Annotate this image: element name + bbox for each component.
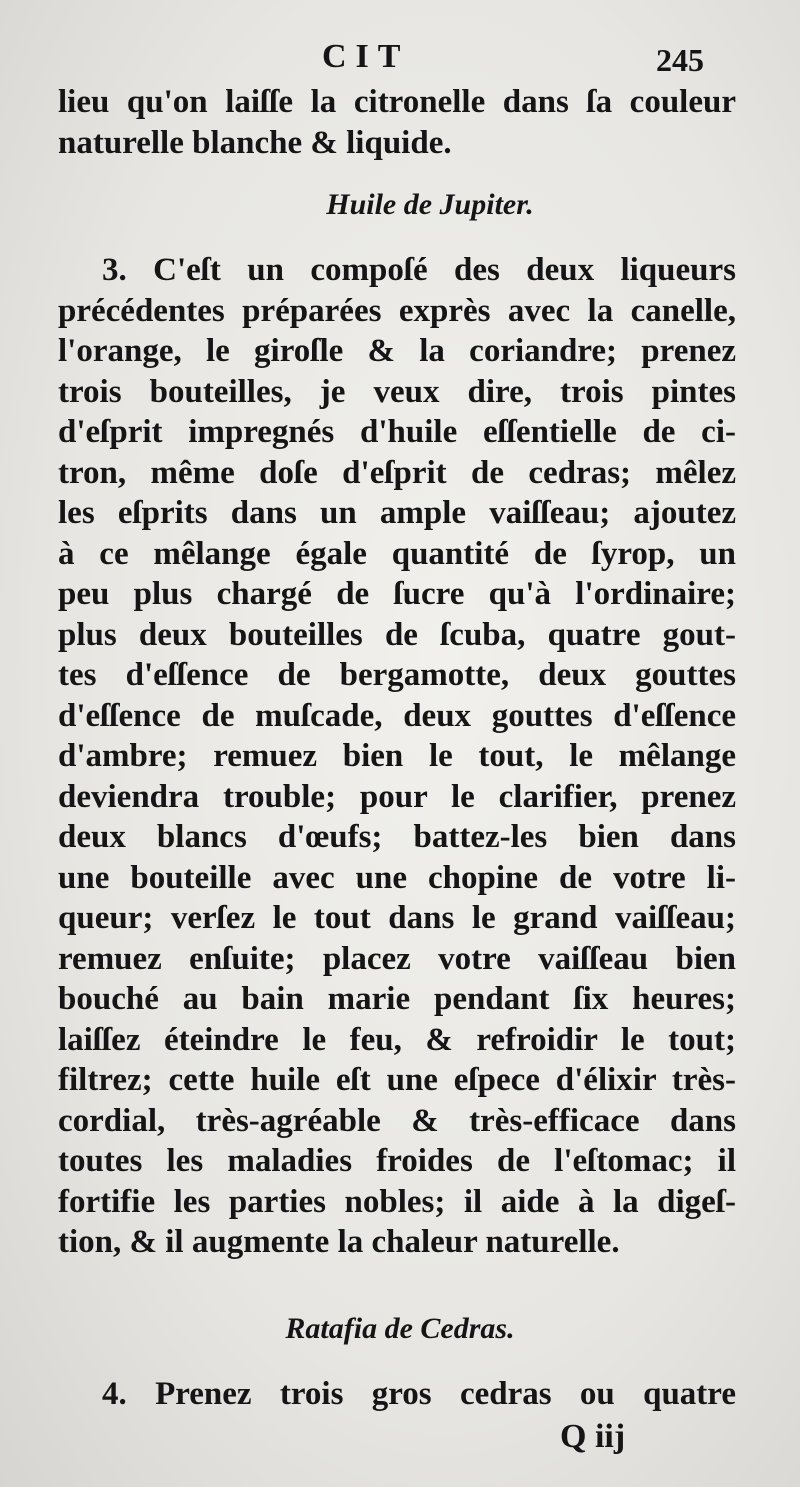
- text-line: naturelle blanche & liquide.: [58, 124, 452, 161]
- text-line: cordial, très-agréable & très-efficace dans: [58, 1102, 736, 1139]
- text-line: deviendra trouble; pour le clarifier, prenez: [58, 778, 736, 815]
- text-line: l'orange, le giroſle & la coriandre; prenez: [58, 333, 736, 369]
- continued-paragraph: [58, 82, 736, 163]
- text-line: toutes les maladies froides de l'eſtomac; il: [58, 1143, 736, 1179]
- text-line: d'ambre; remuez bien le tout, le mêlange: [58, 738, 736, 774]
- text-line: d'eſſence de muſcade, deux gouttes d'eſſence: [58, 697, 736, 734]
- text-line: tes d'eſſence de bergamotte, deux gouttes: [58, 657, 736, 693]
- text-line: trois bouteilles, je veux dire, trois pintes: [58, 373, 736, 410]
- text-line: remuez enſuite; placez votre vaiſſeau bien: [58, 940, 736, 977]
- section-heading-jupiter: Huile de Jupiter.: [326, 188, 534, 221]
- text-line: d'eſprit impregnés d'huile eſſentielle de ci-: [58, 414, 736, 450]
- text-line: lieu qu'on laiſſe la citronelle dans ſa couleur: [58, 84, 736, 120]
- text-line: une bouteille avec une chopine de votre li-: [58, 859, 736, 896]
- page-header: [0, 38, 800, 82]
- text-line: deux blancs d'œufs; battez-les bien dans: [58, 819, 736, 855]
- text-line: à ce mêlange égale quantité de ſyrop, un: [58, 535, 736, 572]
- text-line: bouché au bain marie pendant ſix heures;: [58, 981, 736, 1017]
- page-number: 245: [656, 42, 704, 78]
- paragraph-cedras: [58, 1374, 736, 1415]
- signature-mark: Q iij: [560, 1418, 626, 1455]
- text-line: laiſſez éteindre le feu, & refroidir le tout;: [58, 1021, 736, 1058]
- text-line: filtrez; cette huile eſt une eſpece d'élixir très-: [58, 1062, 736, 1098]
- text-line: queur; verſez le tout dans le grand vaiſſeau;: [58, 900, 736, 936]
- text-line: précédentes préparées exprès avec la canelle,: [58, 292, 736, 329]
- text-line: peu plus chargé de ſucre qu'à l'ordinaire;: [58, 576, 736, 612]
- paragraph-jupiter: [58, 250, 736, 1263]
- text-line: 3. C'eſt un compoſé des deux liqueurs: [102, 252, 736, 288]
- text-line: tron, même doſe d'eſprit de cedras; mêlez: [58, 454, 736, 491]
- text-line: fortifie les parties nobles; il aide à la digeſ-: [58, 1183, 736, 1220]
- text-line: plus deux bouteilles de ſcuba, quatre gout-: [58, 616, 736, 653]
- section-heading-cedras: Ratafia de Cedras.: [285, 1312, 515, 1345]
- text-line: 4. Prenez trois gros cedras ou quatre: [102, 1376, 736, 1412]
- running-head: CIT: [322, 38, 410, 75]
- text-line: tion, & il augmente la chaleur naturelle.: [58, 1224, 620, 1260]
- text-line: les eſprits dans un ample vaiſſeau; ajoutez: [58, 495, 736, 531]
